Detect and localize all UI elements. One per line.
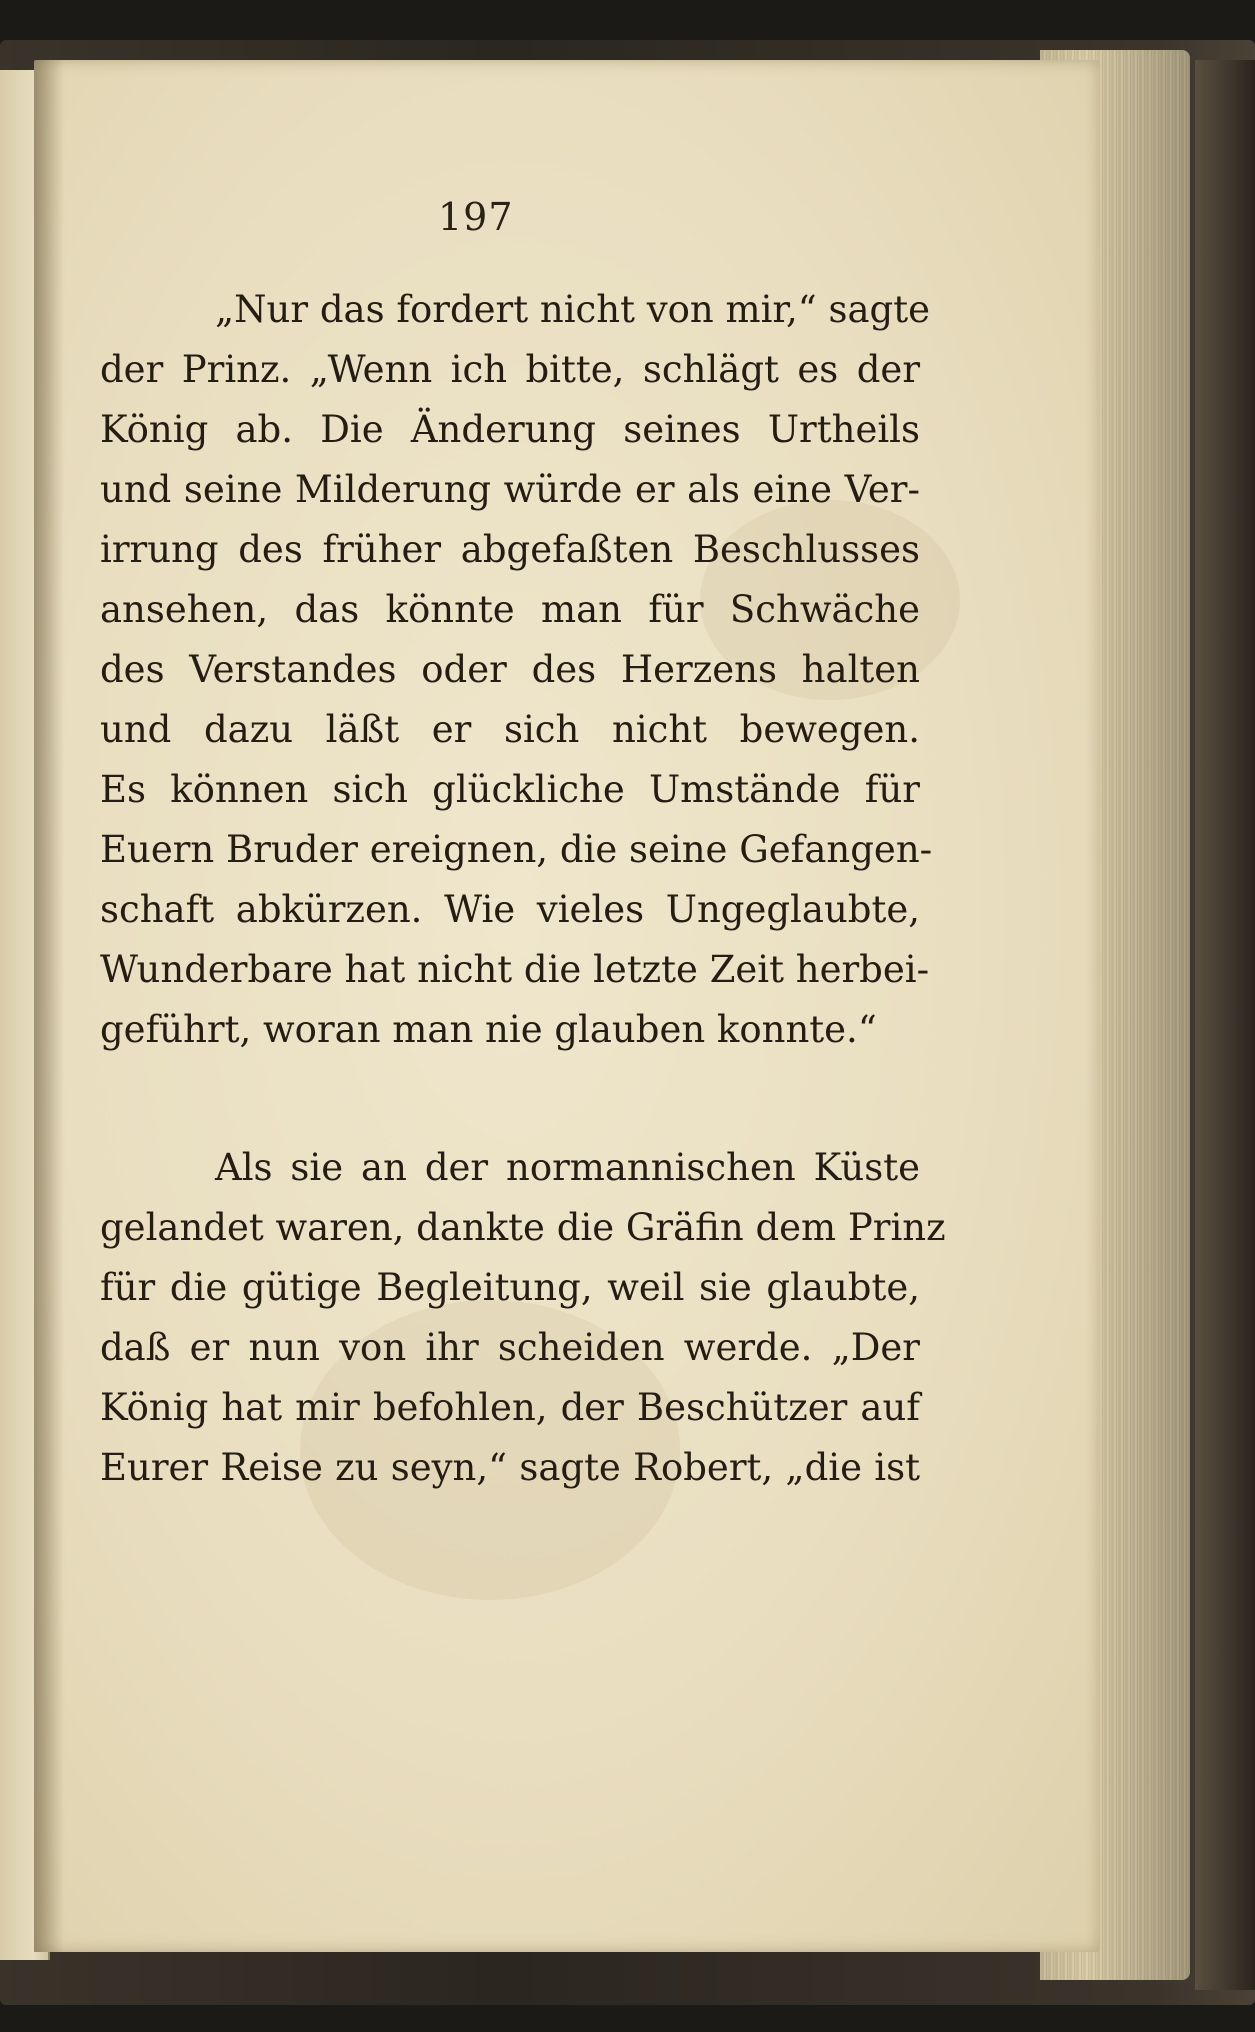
text-line: und seine Milderung würde er als eine Ver-	[100, 468, 920, 511]
text-line: geführt, woran man nie glauben konnte.“	[100, 1008, 877, 1051]
cover-edge	[1195, 60, 1255, 1990]
text-line: König ab. Die Änderung seines Urtheils	[100, 408, 920, 451]
text-line: Wunderbare hat nicht die letzte Zeit herbei-	[100, 948, 930, 991]
paragraph-2	[100, 1138, 946, 1498]
paragraph-1	[100, 280, 933, 1060]
text-line: ansehen, das könnte man für Schwäche	[100, 588, 920, 631]
gutter-shadow	[34, 60, 64, 1952]
text-line: gelandet waren, dankte die Gräfin dem Prinz	[100, 1206, 946, 1249]
text-line: der Prinz. „Wenn ich bitte, schlägt es der	[100, 348, 920, 391]
text-line: daß er nun von ihr scheiden werde. „Der	[100, 1326, 920, 1369]
text-line: Es können sich glückliche Umstände für	[100, 768, 920, 811]
text-line: König hat mir befohlen, der Beschützer auf	[100, 1386, 920, 1429]
text-line: für die gütige Begleitung, weil sie glaubte,	[100, 1266, 920, 1309]
page-number: 197	[438, 195, 514, 239]
text-line: „Nur das fordert nicht von mir,“ sagte	[215, 288, 930, 331]
text-line: Eurer Reise zu seyn,“ sagte Robert, „die ist	[100, 1446, 920, 1489]
text-line: irrung des früher abgefaßten Beschlusses	[100, 528, 920, 571]
text-line: und dazu läßt er sich nicht bewegen.	[100, 708, 920, 751]
text-line: schaft abkürzen. Wie vieles Ungeglaubte,	[100, 888, 920, 931]
text-line: des Verstandes oder des Herzens halten	[100, 648, 920, 691]
text-line: Als sie an der normannischen Küste	[215, 1146, 920, 1189]
text-line: Euern Bruder ereignen, die seine Gefangen-	[100, 828, 933, 871]
